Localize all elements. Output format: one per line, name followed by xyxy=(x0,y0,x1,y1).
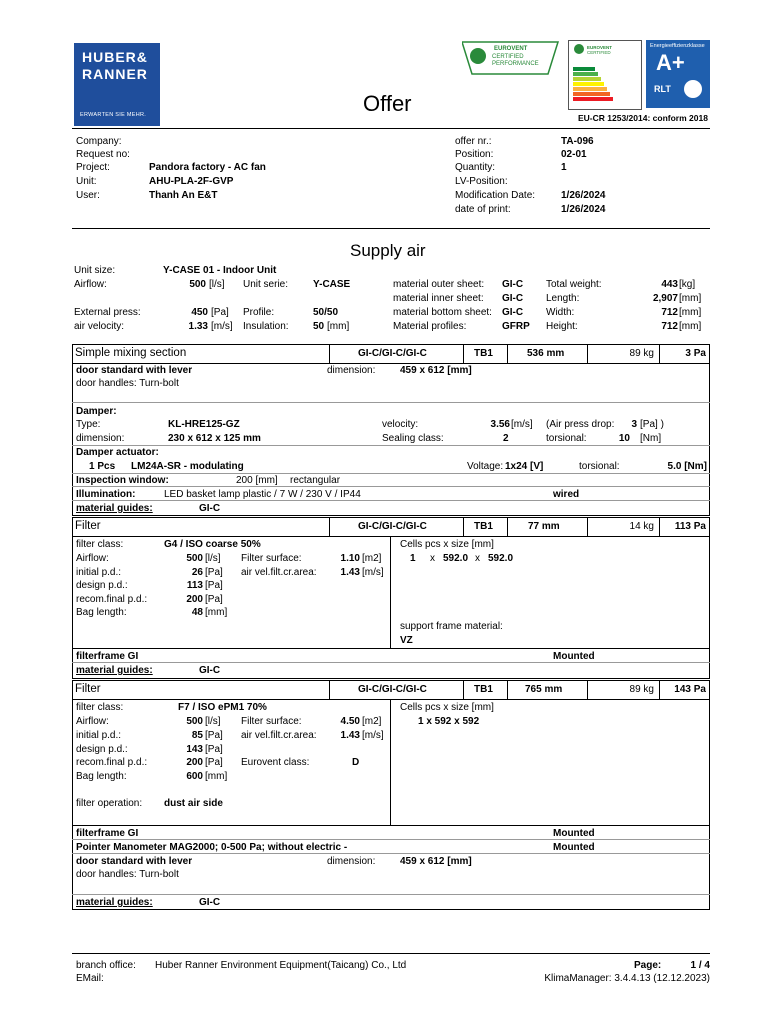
airflow-value: 500 xyxy=(189,279,206,290)
f7-guides-label: material guides: xyxy=(76,897,153,908)
email-label: EMail: xyxy=(76,973,104,984)
energy-class-value: A+ xyxy=(656,50,685,75)
separator xyxy=(72,445,710,446)
material-guides-label: material guides: xyxy=(76,503,153,514)
unit-size-label: Unit size: xyxy=(74,265,116,276)
filter-g4-pressure: 113 Pa xyxy=(674,521,706,532)
label-position: Position: xyxy=(455,149,494,160)
material-guides-value: GI-C xyxy=(199,503,221,514)
f7-bag-unit: [mm] xyxy=(205,771,228,782)
profile-value: 50/50 xyxy=(313,307,339,318)
filter-g4-weight: 14 kg xyxy=(629,521,654,532)
filter-f7-length: 765 mm xyxy=(525,684,563,695)
air-press-drop-unit: [Pa] ) xyxy=(640,419,664,430)
illumination-wired: wired xyxy=(553,489,580,500)
g4-cells-a: 592.0 xyxy=(443,553,469,564)
actuator-qty: 1 Pcs xyxy=(89,461,116,472)
label-user: User: xyxy=(76,190,100,201)
header-divider xyxy=(72,128,710,129)
separator xyxy=(72,839,710,840)
g4-class-label: filter class: xyxy=(76,539,124,550)
weight-value: 443 xyxy=(661,279,678,290)
length-label: Length: xyxy=(546,293,580,304)
g4-cells-x2: x xyxy=(475,553,480,564)
g4-filterframe-value: Mounted xyxy=(553,651,595,662)
f7-initial-value: 85 xyxy=(191,730,203,741)
filter-g4-material: GI-C/GI-C/GI-C xyxy=(358,521,427,532)
g4-airvel-value: 1.43 xyxy=(340,567,360,578)
damper-velocity-label: velocity: xyxy=(382,419,419,430)
g4-class-value: G4 / ISO coarse 50% xyxy=(164,539,261,550)
g4-bag-value: 48 xyxy=(191,607,203,618)
weight-unit: [kg] xyxy=(679,279,696,290)
f7-cells-label: Cells pcs x size [mm] xyxy=(400,702,494,713)
damper-label: Damper: xyxy=(76,406,117,417)
length-unit: [mm] xyxy=(679,293,702,304)
separator xyxy=(72,402,710,403)
label-company: Company: xyxy=(76,136,122,147)
height-value: 712 xyxy=(661,321,678,332)
voltage-value: 1x24 [V] xyxy=(505,461,544,472)
g4-recom-unit: [Pa] xyxy=(205,594,223,605)
f7-operation-value: dust air side xyxy=(164,798,223,809)
filter-f7-pressure: 143 Pa xyxy=(674,684,706,695)
length-value: 2,907 xyxy=(652,293,678,304)
filter-g4-tb: TB1 xyxy=(474,521,493,532)
inner-sheet-label: material inner sheet: xyxy=(393,293,484,304)
filter-f7-name: Filter xyxy=(75,683,101,695)
f7-airvel-unit: [m/s] xyxy=(362,730,384,741)
inspection-window-size: 200 [mm] xyxy=(236,475,278,486)
page-number: 1 / 4 xyxy=(690,960,710,971)
mixing-section-name: Simple mixing section xyxy=(75,347,187,359)
f7-guides-value: GI-C xyxy=(199,897,221,908)
g4-cells-x1: x xyxy=(430,553,435,564)
outer-sheet-label: material outer sheet: xyxy=(393,279,485,290)
f7-eurovent-value: D xyxy=(352,757,360,768)
f7-door-dimension-value: 459 x 612 [mm] xyxy=(400,856,472,867)
profiles-value: GFRP xyxy=(502,321,530,332)
g4-surface-value: 1.10 xyxy=(340,553,360,564)
value-user: Thanh An E&T xyxy=(149,190,218,201)
f7-surface-unit: [m2] xyxy=(362,716,382,727)
insulation-unit: [mm] xyxy=(327,321,350,332)
profile-label: Profile: xyxy=(243,307,275,318)
separator xyxy=(72,648,710,649)
damper-velocity-value: 3.56 xyxy=(490,419,510,430)
torsional-label: torsional: xyxy=(546,433,587,444)
door-handles: door handles: Turn-bolt xyxy=(76,378,179,389)
energy-class-badge xyxy=(646,40,710,108)
f7-door-handles: door handles: Turn-bolt xyxy=(76,869,179,880)
label-unit: Unit: xyxy=(76,176,97,187)
torsional-unit: [Nm] xyxy=(640,433,662,444)
branch-office-label: branch office: xyxy=(76,960,136,971)
svg-text:PERFORMANCE: PERFORMANCE xyxy=(492,61,539,67)
separator xyxy=(72,825,710,826)
logo-line-2: RANNER xyxy=(82,66,148,82)
svg-text:EUROVENT: EUROVENT xyxy=(494,46,528,52)
ext-press-label: External press: xyxy=(74,307,141,318)
bottom-sheet-value: GI-C xyxy=(502,307,524,318)
filter-f7-tb: TB1 xyxy=(474,684,493,695)
actuator-model: LM24A-SR - modulating xyxy=(131,461,244,472)
mixing-section-material: GI-C/GI-C/GI-C xyxy=(358,348,427,359)
conformity-note: EU-CR 1253/2014: conform 2018 xyxy=(578,113,708,123)
value-offer-nr: TA-096 xyxy=(561,136,594,147)
g4-airflow-value: 500 xyxy=(186,553,203,564)
f7-initial-unit: [Pa] xyxy=(205,730,223,741)
label-print-date: date of print: xyxy=(455,204,511,215)
separator xyxy=(72,500,710,501)
g4-support-frame-label: support frame material: xyxy=(400,621,503,632)
f7-surface-value: 4.50 xyxy=(340,716,360,727)
serie-label: Unit serie: xyxy=(243,279,289,290)
f7-class-value: F7 / ISO ePM1 70% xyxy=(178,702,267,713)
manometer-value: Mounted xyxy=(553,842,595,853)
g4-design-value: 113 xyxy=(186,580,203,591)
filter-g4-name: Filter xyxy=(75,520,101,532)
illumination-label: Illumination: xyxy=(76,489,136,500)
f7-class-label: filter class: xyxy=(76,702,124,713)
damper-dimension-label: dimension: xyxy=(76,433,125,444)
g4-cells-label: Cells pcs x size [mm] xyxy=(400,539,494,550)
height-label: Height: xyxy=(546,321,578,332)
separator xyxy=(72,662,710,663)
sealing-class-label: Sealing class: xyxy=(382,433,444,444)
height-unit: [mm] xyxy=(679,321,702,332)
rlt-logo: RLT xyxy=(654,84,671,94)
label-lv-position: LV-Position: xyxy=(455,176,508,187)
g4-airvel-label: air vel.filt.cr.area: xyxy=(241,567,317,578)
illumination-value: LED basket lamp plastic / 7 W / 230 V / IP44 xyxy=(164,489,361,500)
filter-f7-divider xyxy=(390,700,391,825)
g4-airflow-label: Airflow: xyxy=(76,553,109,564)
mixing-section-pressure: 3 Pa xyxy=(685,348,706,359)
g4-support-frame-value: VZ xyxy=(400,635,413,646)
g4-surface-unit: [m2] xyxy=(362,553,382,564)
actuator-label: Damper actuator: xyxy=(76,447,159,458)
f7-surface-label: Filter surface: xyxy=(241,716,302,727)
mixing-section-length: 536 mm xyxy=(527,348,565,359)
f7-eurovent-label: Eurovent class: xyxy=(241,757,310,768)
separator xyxy=(72,894,710,895)
g4-design-unit: [Pa] xyxy=(205,580,223,591)
g4-cells-b: 592.0 xyxy=(488,553,514,564)
label-offer-nr: offer nr.: xyxy=(455,136,492,147)
airflow-unit: [l/s] xyxy=(209,279,225,290)
f7-design-value: 143 xyxy=(186,744,203,755)
label-project: Project: xyxy=(76,162,110,173)
unit-size-value: Y-CASE 01 - Indoor Unit xyxy=(163,265,277,276)
f7-bag-label: Bag length: xyxy=(76,771,127,782)
g4-recom-label: recom.final p.d.: xyxy=(76,594,148,605)
label-request: Request no: xyxy=(76,149,130,160)
f7-filterframe-value: Mounted xyxy=(553,828,595,839)
width-label: Width: xyxy=(546,307,575,318)
svg-text:EUROVENT: EUROVENT xyxy=(587,45,613,50)
bottom-sheet-label: material bottom sheet: xyxy=(393,307,492,318)
g4-initial-label: initial p.d.: xyxy=(76,567,122,578)
separator xyxy=(72,486,710,487)
logo-tagline: ERWARTEN SIE MEHR. xyxy=(80,112,147,118)
serie-value: Y-CASE xyxy=(313,279,351,290)
energy-efficiency-badge xyxy=(568,40,642,110)
f7-airvel-value: 1.43 xyxy=(340,730,360,741)
branch-office-value: Huber Ranner Environment Equipment(Taicang) Co., Ltd xyxy=(155,960,407,971)
g4-initial-value: 26 xyxy=(191,567,203,578)
damper-velocity-unit: [m/s] xyxy=(511,419,533,430)
value-project: Pandora factory - AC fan xyxy=(149,162,266,173)
g4-cells-count: 1 xyxy=(410,553,416,564)
f7-initial-label: initial p.d.: xyxy=(76,730,122,741)
f7-airflow-label: Airflow: xyxy=(76,716,109,727)
separator xyxy=(72,473,710,474)
svg-text:CERTIFIED: CERTIFIED xyxy=(492,54,524,60)
info-divider xyxy=(72,228,710,229)
damper-dimension-value: 230 x 612 x 125 mm xyxy=(168,433,261,444)
f7-operation-label: filter operation: xyxy=(76,798,143,809)
profiles-label: Material profiles: xyxy=(393,321,467,332)
torsional-value: 10 xyxy=(618,433,630,444)
width-value: 712 xyxy=(661,307,678,318)
value-print-date: 1/26/2024 xyxy=(561,204,606,215)
f7-airflow-value: 500 xyxy=(186,716,203,727)
f7-airvel-label: air vel.filt.cr.area: xyxy=(241,730,317,741)
label-mod-date: Modification Date: xyxy=(455,190,536,201)
value-unit: AHU-PLA-2F-GVP xyxy=(149,176,234,187)
ext-press-unit: [Pa] xyxy=(211,307,229,318)
g4-bag-label: Bag length: xyxy=(76,607,127,618)
insulation-value: 50 xyxy=(313,321,325,332)
width-unit: [mm] xyxy=(679,307,702,318)
g4-design-label: design p.d.: xyxy=(76,580,128,591)
f7-door-dimension-label: dimension: xyxy=(327,856,376,867)
mixing-section-weight: 89 kg xyxy=(629,348,654,359)
g4-initial-unit: [Pa] xyxy=(205,567,223,578)
g4-airvel-unit: [m/s] xyxy=(362,567,384,578)
g4-airflow-unit: [l/s] xyxy=(205,553,221,564)
tuv-icon xyxy=(684,80,702,98)
value-mod-date: 1/26/2024 xyxy=(561,190,606,201)
door-label: door standard with lever xyxy=(76,365,193,376)
company-logo xyxy=(74,43,160,126)
weight-label: Total weight: xyxy=(546,279,602,290)
f7-recom-unit: [Pa] xyxy=(205,757,223,768)
svg-text:CERTIFIED: CERTIFIED xyxy=(587,50,611,55)
filter-f7-weight: 89 kg xyxy=(629,684,654,695)
actuator-torsional-value: 5.0 [Nm] xyxy=(667,461,707,472)
footer-divider xyxy=(72,953,710,954)
g4-guides-value: GI-C xyxy=(199,665,221,676)
energy-label-icon xyxy=(569,41,641,109)
f7-recom-label: recom.final p.d.: xyxy=(76,757,148,768)
air-press-drop-label: (Air press drop: xyxy=(546,419,615,430)
g4-surface-label: Filter surface: xyxy=(241,553,302,564)
outer-sheet-value: GI-C xyxy=(502,279,524,290)
f7-door-label: door standard with lever xyxy=(76,856,193,867)
actuator-torsional-label: torsional: xyxy=(579,461,620,472)
door-dimension-label: dimension: xyxy=(327,365,376,376)
voltage-label: Voltage: xyxy=(467,461,504,472)
inner-sheet-value: GI-C xyxy=(502,293,524,304)
separator xyxy=(72,853,710,854)
air-press-drop-value: 3 xyxy=(631,419,637,430)
filter-f7-material: GI-C/GI-C/GI-C xyxy=(358,684,427,695)
software-version: KlimaManager: 3.4.4.13 (12.12.2023) xyxy=(544,973,710,984)
supply-air-title: Supply air xyxy=(350,241,426,260)
value-quantity: 1 xyxy=(561,162,567,173)
value-position: 02-01 xyxy=(561,149,587,160)
g4-filterframe-label: filterframe GI xyxy=(76,651,139,662)
air-velocity-label: air velocity: xyxy=(74,321,125,332)
f7-recom-value: 200 xyxy=(186,757,203,768)
sealing-class-value: 2 xyxy=(503,433,509,444)
damper-type-label: Type: xyxy=(76,419,101,430)
airflow-label: Airflow: xyxy=(74,279,107,290)
ext-press-value: 450 xyxy=(191,307,208,318)
g4-guides-label: material guides: xyxy=(76,665,153,676)
f7-cells-value: 1 x 592 x 592 xyxy=(418,716,480,727)
manometer-label: Pointer Manometer MAG2000; 0-500 Pa; without electric - xyxy=(76,842,348,853)
f7-filterframe-label: filterframe GI xyxy=(76,828,139,839)
filter-g4-divider xyxy=(390,537,391,648)
g4-bag-unit: [mm] xyxy=(205,607,228,618)
page-label: Page: xyxy=(634,960,662,971)
f7-design-label: design p.d.: xyxy=(76,744,128,755)
mixing-section-tb: TB1 xyxy=(474,348,493,359)
label-quantity: Quantity: xyxy=(455,162,496,173)
damper-type-value: KL-HRE125-GZ xyxy=(168,419,240,430)
logo-line-1: HUBER& xyxy=(82,49,148,65)
f7-design-unit: [Pa] xyxy=(205,744,223,755)
g4-recom-value: 200 xyxy=(186,594,203,605)
filter-g4-length: 77 mm xyxy=(528,521,560,532)
insulation-label: Insulation: xyxy=(243,321,289,332)
inspection-window-shape: rectangular xyxy=(290,475,341,486)
eurovent-badge xyxy=(462,40,562,76)
energy-class-title: Energieeffizienzklasse xyxy=(650,43,705,49)
eurovent-badge-icon xyxy=(462,40,562,76)
page-title: Offer xyxy=(363,91,412,116)
f7-airflow-unit: [l/s] xyxy=(205,716,221,727)
f7-bag-value: 600 xyxy=(186,771,203,782)
air-velocity-unit: [m/s] xyxy=(211,321,233,332)
door-dimension-value: 459 x 612 [mm] xyxy=(400,365,472,376)
air-velocity-value: 1.33 xyxy=(188,321,208,332)
inspection-window-label: Inspection window: xyxy=(76,475,169,486)
